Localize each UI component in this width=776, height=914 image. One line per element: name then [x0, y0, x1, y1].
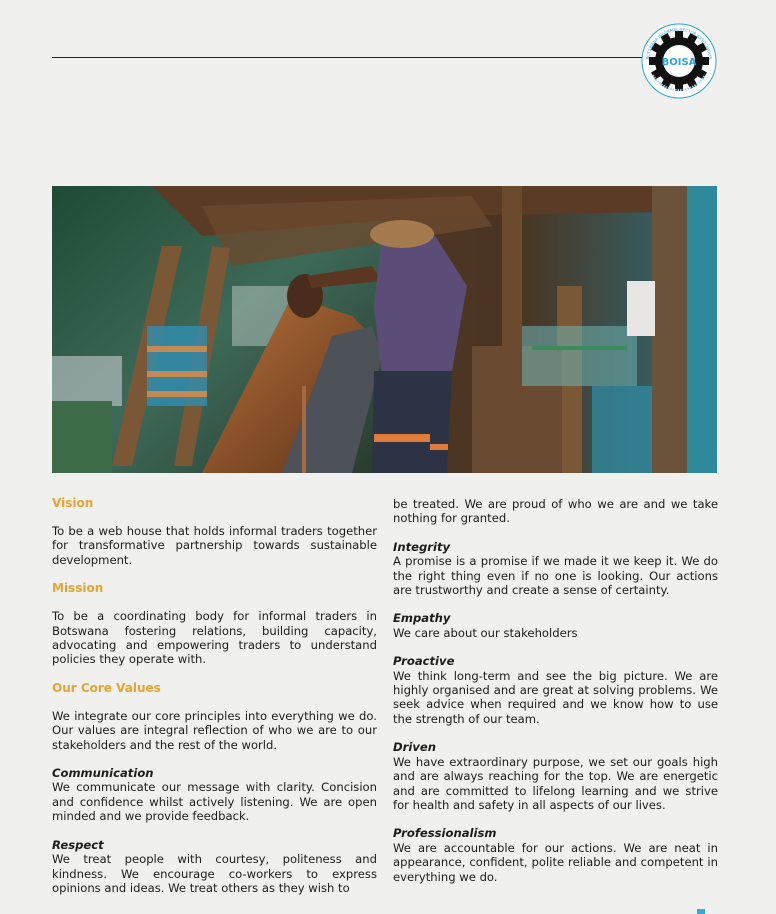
photo-image-icon	[52, 186, 717, 473]
boisa-logo	[639, 21, 719, 101]
mission-heading: Mission	[52, 581, 104, 596]
value-title-proactive: Proactive	[393, 654, 455, 669]
value-body-empathy: We care about our stakeholders	[393, 625, 578, 640]
value-title-communication: Communication	[52, 766, 154, 781]
value-title-integrity: Integrity	[393, 539, 451, 554]
page-corner-mark	[697, 909, 705, 914]
value-title-empathy: Empathy	[393, 611, 451, 626]
vision-text: To be a web house that holds informal traders together for transformative partnership towards sustainable development.	[52, 524, 377, 567]
vision-heading: Vision	[52, 496, 94, 510]
value-title-driven: Driven	[393, 740, 436, 755]
barbershop-photo	[52, 186, 717, 473]
core-values-heading: Our Core Values	[52, 680, 161, 695]
logo-text: BOISA	[661, 57, 697, 68]
value-body-integrity: A promise is a promise if we made it we keep it. We do the right thing even if no one is looking. Our actions are trustworthy and create a sense of certainty.	[393, 554, 718, 598]
value-body-respect: We treat people with courtesy, politeness and kindness. We encourage co-workers to express opinions and ideas. We treat others as they wish to	[52, 852, 377, 895]
gear-logo-icon	[639, 21, 719, 101]
respect-continuation: be treated. We are proud of who we are and we take nothing for granted.	[393, 497, 718, 526]
core-values-intro: We integrate our core principles into everything we do. Our values are integral reflection of who we are to our stakeholders and the rest of the world.	[52, 708, 377, 752]
header-divider-line	[52, 57, 652, 58]
logo-ring-text: BOTSWANA INFORMAL SECTOR ASSOCIATION	[645, 26, 713, 60]
value-body-driven: We have extraordinary purpose, we set our goals high and are always reaching for the top. We are energetic and are committed to lifelong learning and we strive for health and safety in all aspects of our lives.	[393, 754, 718, 812]
value-body-communication: We communicate our message with clarity. Concision and confidence whilst actively listening. We are open minded and we provide feedback.	[52, 780, 377, 824]
left-column	[52, 496, 377, 909]
value-title-professionalism: Professionalism	[393, 826, 497, 841]
value-title-respect: Respect	[52, 837, 104, 852]
mission-text: To be a coordinating body for informal traders in Botswana fostering relations, building capacity, advocating and empowering traders to understand policies they operate with.	[52, 609, 377, 667]
value-body-professionalism: We are accountable for our actions. We are neat in appearance, confident, polite reliable and competent in everything we do.	[393, 840, 718, 884]
value-body-proactive: We think long-term and see the big picture. We are highly organised and are great at solving problems. We seek advice when required and we know how to use the strength of our team.	[393, 668, 718, 726]
right-column	[393, 497, 718, 898]
